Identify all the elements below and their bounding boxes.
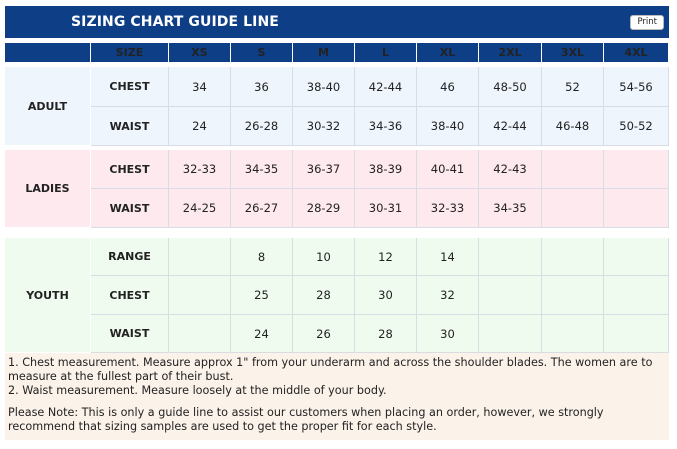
table-cell: 36 bbox=[231, 67, 293, 107]
table-cell: 12 bbox=[355, 238, 417, 276]
notes-panel bbox=[5, 353, 669, 440]
table-cell bbox=[169, 276, 231, 315]
table-cell: 36-37 bbox=[293, 150, 355, 189]
table-cell: 32 bbox=[417, 276, 479, 315]
table-cell: 28 bbox=[293, 276, 355, 315]
table-cell: 46-48 bbox=[542, 107, 604, 146]
print-button[interactable]: Print bbox=[630, 15, 664, 30]
table-cell: 30-32 bbox=[293, 107, 355, 146]
header-cell-blank bbox=[5, 43, 91, 63]
table-cell bbox=[604, 150, 669, 189]
row-label: WAIST bbox=[91, 189, 169, 228]
table-cell: 46 bbox=[417, 67, 479, 107]
note-waist: 2. Waist measurement. Measure loosely at the middle of your body. bbox=[8, 384, 387, 397]
table-cell bbox=[542, 189, 604, 228]
table-cell: 38-40 bbox=[417, 107, 479, 146]
table-cell bbox=[604, 189, 669, 228]
header-cell-4xl: 4XL bbox=[604, 43, 669, 63]
header-cell-s: S bbox=[231, 43, 293, 63]
row-label: CHEST bbox=[91, 276, 169, 315]
table-cell: 38-39 bbox=[355, 150, 417, 189]
table-cell: 42-43 bbox=[479, 150, 542, 189]
row-label: WAIST bbox=[91, 315, 169, 353]
header-cell-xs: XS bbox=[169, 43, 231, 63]
table-cell: 34-35 bbox=[231, 150, 293, 189]
table-cell bbox=[169, 315, 231, 353]
table-cell: 34 bbox=[169, 67, 231, 107]
table-cell: 28-29 bbox=[293, 189, 355, 228]
header-row bbox=[5, 43, 669, 63]
table-row bbox=[5, 238, 669, 276]
group-label-ladies: LADIES bbox=[5, 150, 91, 228]
table-cell bbox=[169, 238, 231, 276]
table-cell bbox=[479, 238, 542, 276]
table-cell: 42-44 bbox=[479, 107, 542, 146]
table-cell bbox=[542, 276, 604, 315]
table-cell bbox=[604, 238, 669, 276]
table-cell: 26-27 bbox=[231, 189, 293, 228]
header-cell-size: SIZE bbox=[91, 43, 169, 63]
group-label-youth: YOUTH bbox=[5, 238, 91, 353]
table-row bbox=[5, 150, 669, 189]
note-disclaimer: Please Note: This is only a guide line to assist our customers when placing an order, however, we strongly recommend that sizing samples are used to get the proper fit for each style. bbox=[8, 406, 604, 433]
table-row bbox=[5, 315, 669, 353]
table-row bbox=[5, 107, 669, 146]
page-title: SIZING CHART GUIDE LINE bbox=[71, 14, 279, 30]
table-cell: 42-44 bbox=[355, 67, 417, 107]
table-cell bbox=[604, 315, 669, 353]
table-cell: 52 bbox=[542, 67, 604, 107]
header-cell-3xl: 3XL bbox=[542, 43, 604, 63]
header-cell-2xl: 2XL bbox=[479, 43, 542, 63]
table-cell: 24-25 bbox=[169, 189, 231, 228]
table-cell: 25 bbox=[231, 276, 293, 315]
row-label: CHEST bbox=[91, 67, 169, 107]
table-cell: 50-52 bbox=[604, 107, 669, 146]
table-cell: 8 bbox=[231, 238, 293, 276]
table-cell: 28 bbox=[355, 315, 417, 353]
table-cell bbox=[542, 315, 604, 353]
table-row bbox=[5, 67, 669, 107]
table-cell bbox=[542, 238, 604, 276]
table-cell bbox=[542, 150, 604, 189]
title-bar bbox=[5, 6, 669, 38]
table-cell: 34-35 bbox=[479, 189, 542, 228]
table-cell: 38-40 bbox=[293, 67, 355, 107]
row-label: WAIST bbox=[91, 107, 169, 146]
row-label: CHEST bbox=[91, 150, 169, 189]
table-cell: 48-50 bbox=[479, 67, 542, 107]
group-label-adult: ADULT bbox=[5, 67, 91, 146]
table-cell: 34-36 bbox=[355, 107, 417, 146]
table-cell: 30-31 bbox=[355, 189, 417, 228]
table-row bbox=[5, 189, 669, 228]
row-label: RANGE bbox=[91, 238, 169, 276]
table-cell: 24 bbox=[231, 315, 293, 353]
table-cell: 32-33 bbox=[417, 189, 479, 228]
table-cell: 26 bbox=[293, 315, 355, 353]
table-row bbox=[5, 276, 669, 315]
table-cell: 24 bbox=[169, 107, 231, 146]
table-cell bbox=[604, 276, 669, 315]
note-chest: 1. Chest measurement. Measure approx 1" from your underarm and across the shoulder blades. The women are to measure at the fullest part of their bust. bbox=[8, 356, 653, 383]
header-cell-l: L bbox=[355, 43, 417, 63]
table-cell bbox=[479, 315, 542, 353]
sizing-table bbox=[5, 43, 669, 353]
header-cell-xl: XL bbox=[417, 43, 479, 63]
table-cell: 30 bbox=[355, 276, 417, 315]
table-cell: 10 bbox=[293, 238, 355, 276]
table-cell bbox=[479, 276, 542, 315]
table-cell: 30 bbox=[417, 315, 479, 353]
header-cell-m: M bbox=[293, 43, 355, 63]
table-cell: 14 bbox=[417, 238, 479, 276]
table-cell: 32-33 bbox=[169, 150, 231, 189]
table-cell: 40-41 bbox=[417, 150, 479, 189]
table-cell: 54-56 bbox=[604, 67, 669, 107]
table-cell: 26-28 bbox=[231, 107, 293, 146]
